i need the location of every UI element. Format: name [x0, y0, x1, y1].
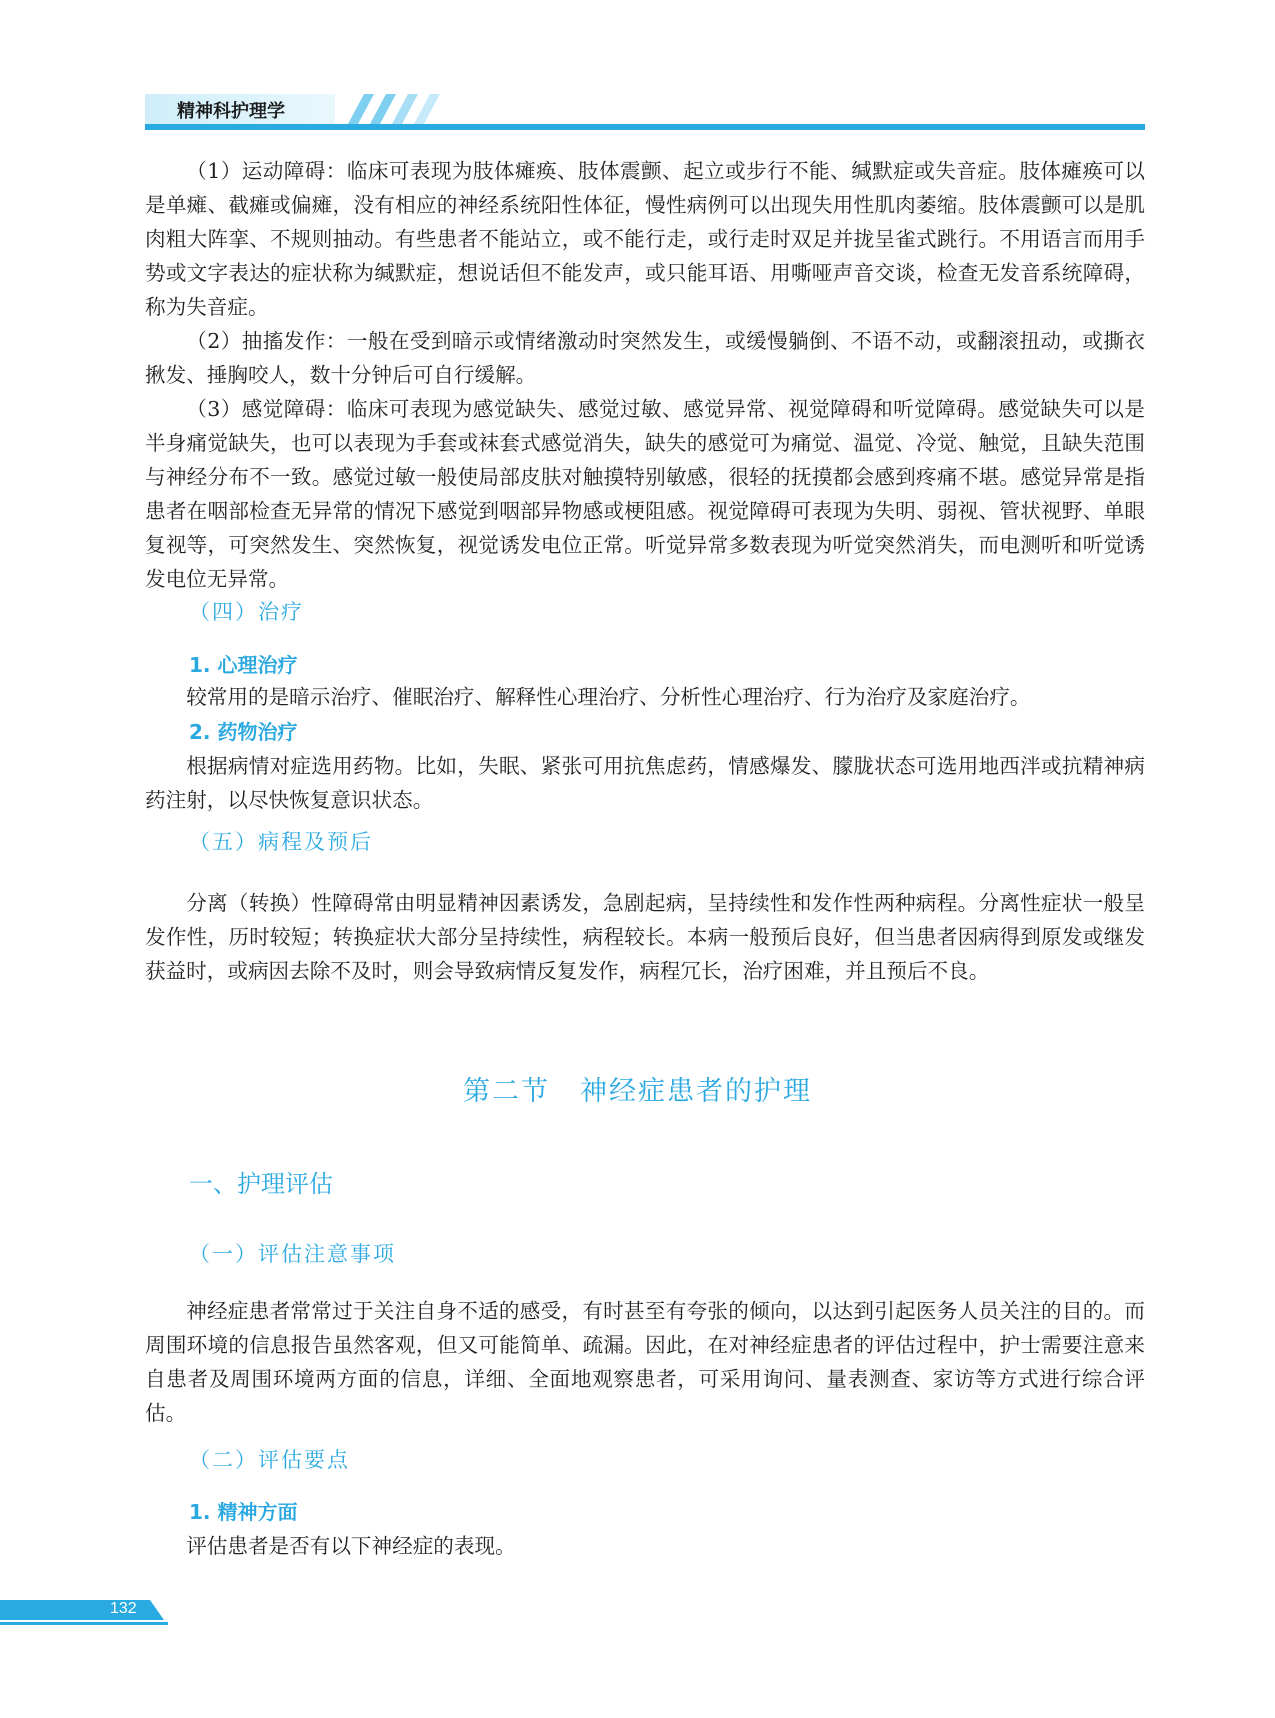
running-header — [145, 94, 1145, 134]
paragraph-mental-aspect: 评估患者是否有以下神经症的表现。 — [186, 1534, 516, 1558]
header-stripes-decoration — [340, 94, 510, 124]
heading-nursing-assessment: 一、护理评估 — [189, 1170, 333, 1198]
heading-assessment-notes: （一）评估注意事项 — [189, 1242, 396, 1266]
heading-treatment: （四）治疗 — [189, 600, 304, 624]
paragraph-drug-therapy: 根据病情对症选用药物。比如，失眠、紧张可用抗焦虑药，情感爆发、朦胧状态可选用地西泮或抗精神病药注射，以尽快恢复意识状态。 — [145, 754, 1145, 812]
header-rule — [145, 124, 1145, 130]
heading-assessment-points: （二）评估要点 — [189, 1448, 350, 1472]
heading-psychotherapy: 1. 心理治疗 — [189, 653, 298, 677]
section-title: 神经症患者的护理 — [580, 1076, 812, 1107]
paragraph-psychotherapy: 较常用的是暗示治疗、催眠治疗、解释性心理治疗、分析性心理治疗、行为治疗及家庭治疗。 — [186, 685, 1031, 709]
paragraph-assessment-notes: 神经症患者常常过于关注自身不适的感受，有时甚至有夸张的倾向，以达到引起医务人员关注的目的。而周围环境的信息报告虽然客观，但又可能简单、疏漏。因此，在对神经症患者的评估过程中，护士需要注意来自患者及周围环境两方面的信息，详细、全面地观察患者，可采用询问、量表测查、家访等方式进行综合评估。 — [145, 1299, 1145, 1425]
section-number: 第二节 — [463, 1076, 550, 1107]
paragraph-seizure: （2）抽搐发作：一般在受到暗示或情绪激动时突然发生，或缓慢躺倒、不语不动，或翻滚扭动，或撕衣揪发、捶胸咬人，数十分钟后可自行缓解。 — [145, 329, 1145, 387]
heading-mental-aspect: 1. 精神方面 — [189, 1500, 298, 1524]
heading-drug-therapy: 2. 药物治疗 — [189, 720, 298, 744]
footer-page-tab — [0, 1598, 170, 1626]
heading-prognosis: （五）病程及预后 — [189, 830, 373, 854]
paragraph-prognosis: 分离（转换）性障碍常由明显精神因素诱发，急剧起病，呈持续性和发作性两种病程。分离性症状一般呈发作性，历时较短；转换症状大部分呈持续性，病程较长。本病一般预后良好，但当患者因病得到原发或继发获益时，或病因去除不及时，则会导致病情反复发作，病程冗长，治疗困难，并且预后不良。 — [145, 891, 1145, 983]
page-number: 132 — [110, 1600, 137, 1617]
section-heading — [0, 1069, 1275, 1108]
paragraph-sensory-disorder: （3）感觉障碍：临床可表现为感觉缺失、感觉过敏、感觉异常、视觉障碍和听觉障碍。感觉缺失可以是半身痛觉缺失，也可以表现为手套或袜套式感觉消失，缺失的感觉可为痛觉、温觉、冷觉、触觉，且缺失范围与神经分布不一致。感觉过敏一般使局部皮肤对触摸特别敏感，很轻的抚摸都会感到疼痛不堪。感觉异常是指患者在咽部检查无异常的情况下感觉到咽部异物感或梗阻感。视觉障碍可表现为失明、弱视、管状视野、单眼复视等，可突然发生、突然恢复，视觉诱发电位正常。听觉异常多数表现为听觉突然消失，而电测听和听觉诱发电位无异常。 — [145, 397, 1145, 591]
book-title: 精神科护理学 — [177, 101, 285, 122]
paragraph-motor-disorder: （1）运动障碍：临床可表现为肢体瘫痪、肢体震颤、起立或步行不能、缄默症或失音症。肢体瘫痪可以是单瘫、截瘫或偏瘫，没有相应的神经系统阳性体征，慢性病例可以出现失用性肌肉萎缩。肢体震颤可以是肌肉粗大阵挛、不规则抽动。有些患者不能站立，或不能行走，或行走时双足并拢呈雀式跳行。不用语言而用手势或文字表达的症状称为缄默症，想说话但不能发声，或只能耳语、用嘶哑声音交谈，检查无发音系统障碍，称为失音症。 — [145, 159, 1145, 319]
